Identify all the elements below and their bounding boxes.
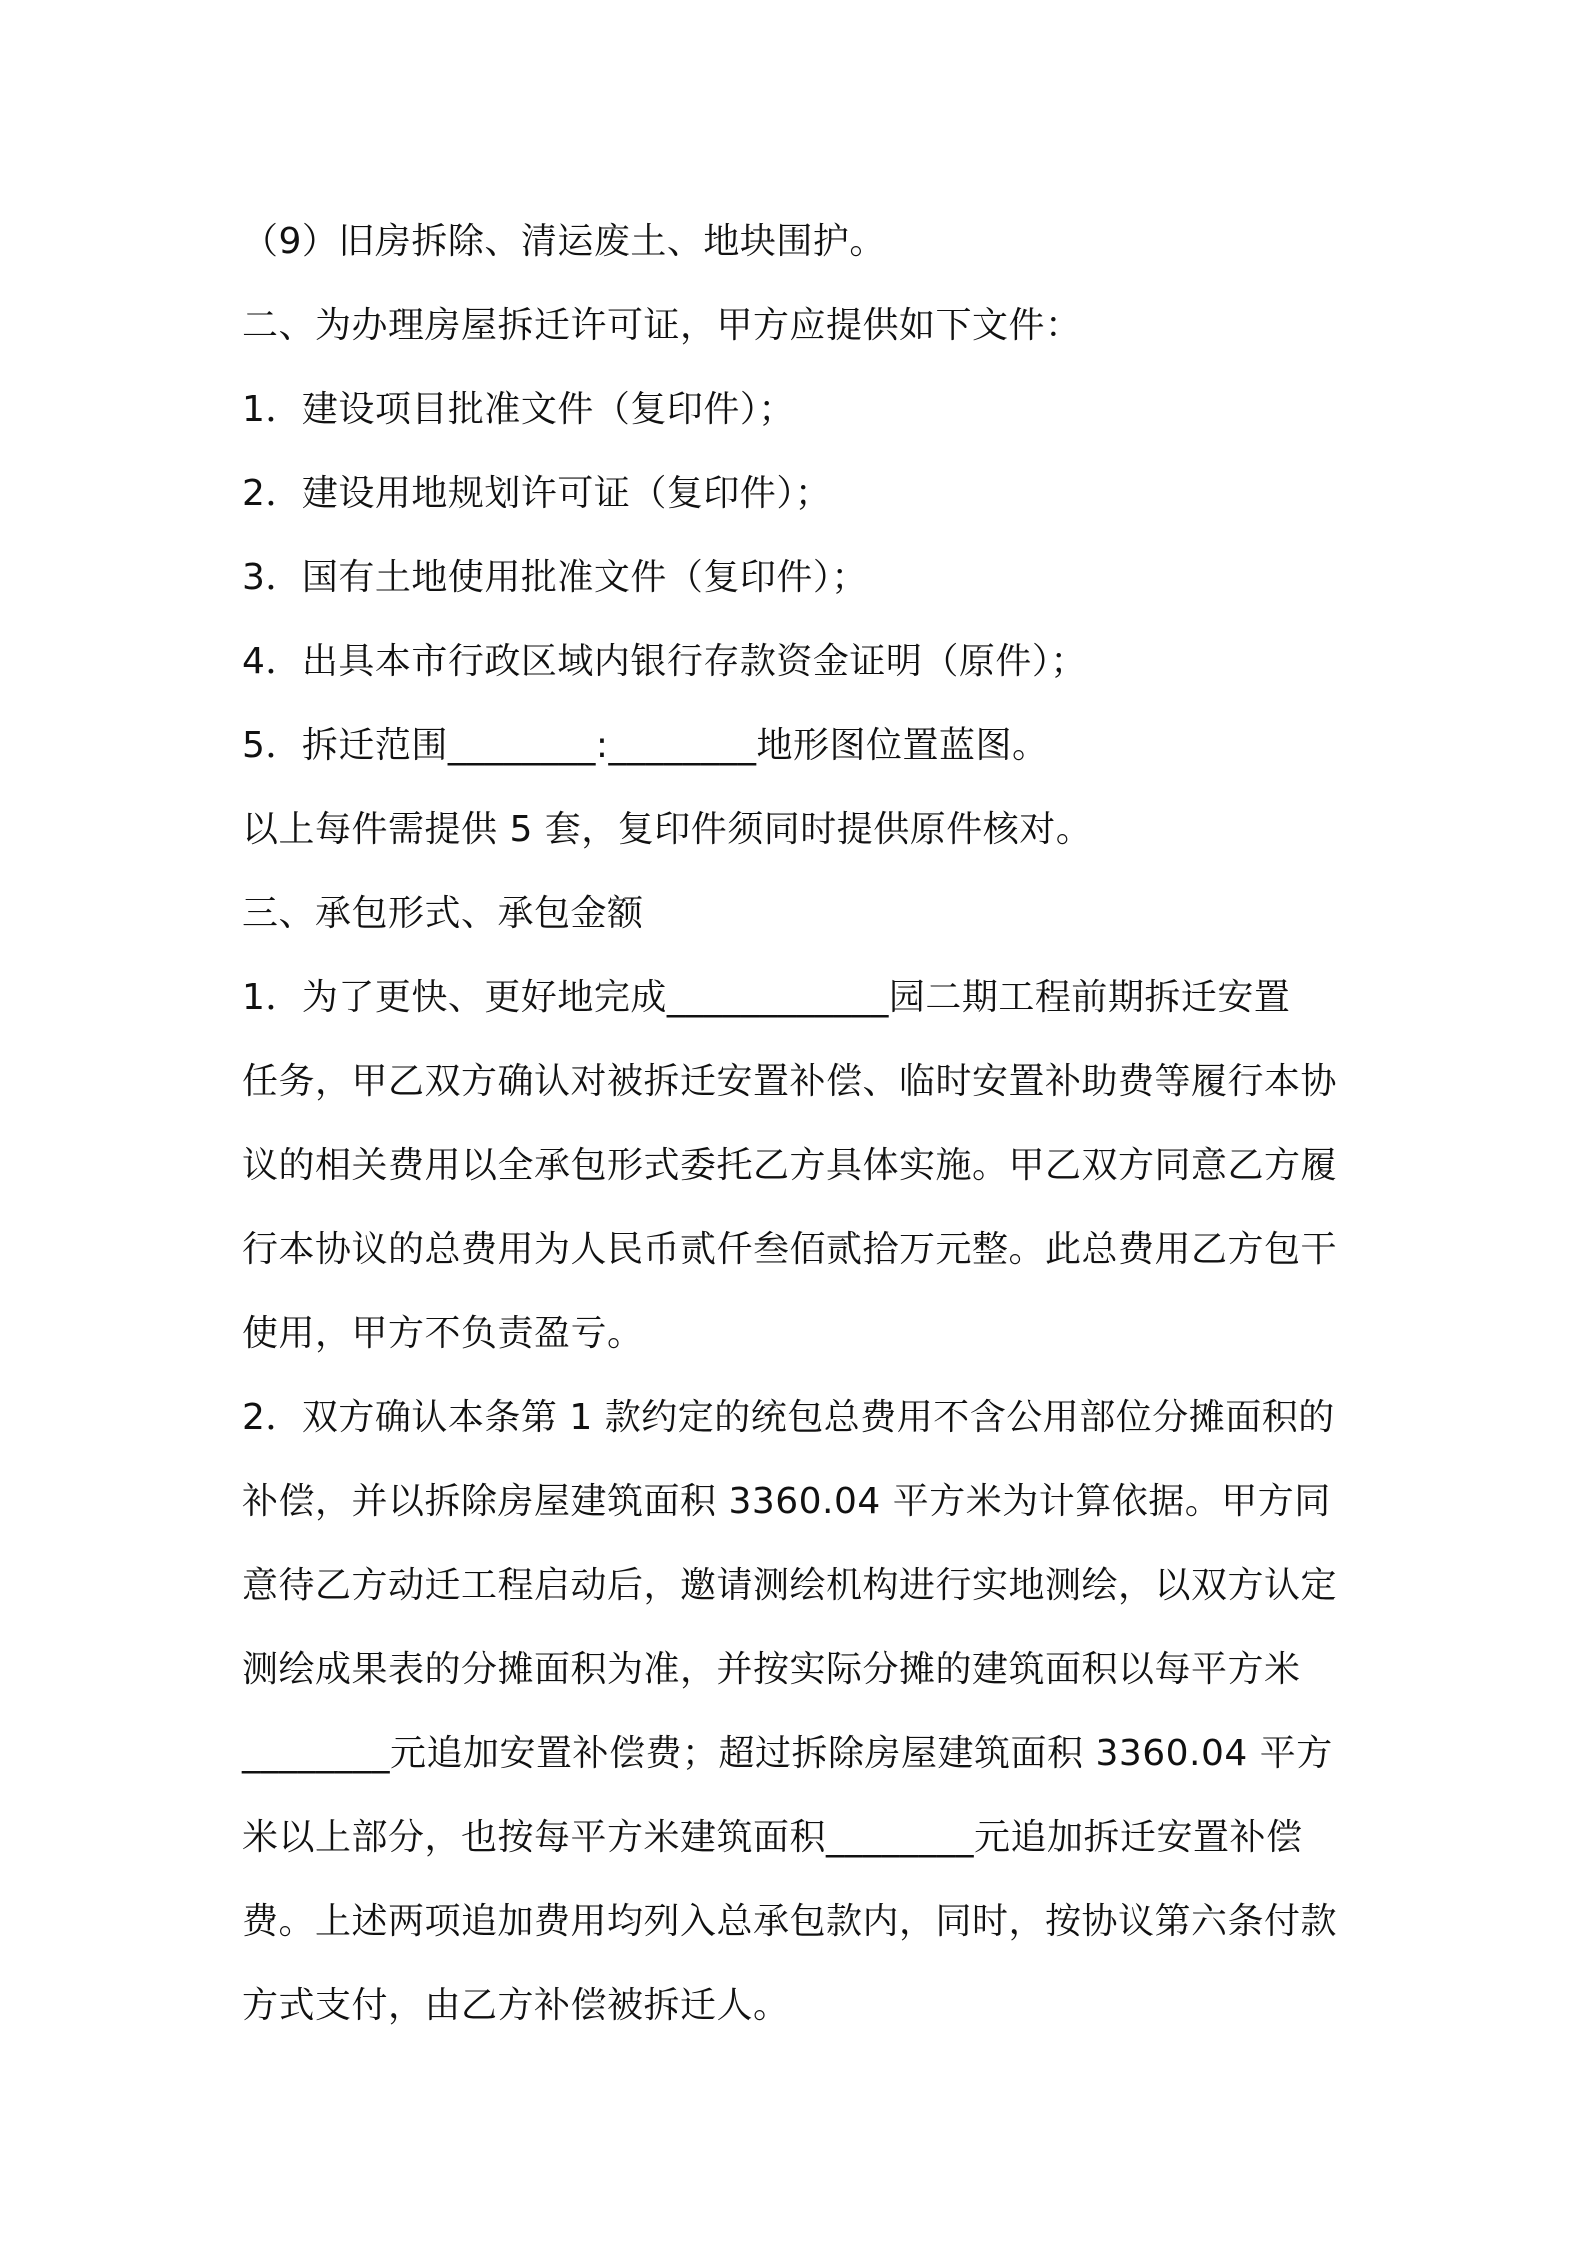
section-3-heading: 三、承包形式、承包金额 <box>242 893 644 934</box>
copies-note: 以上每件需提供 5 套，复印件须同时提供原件核对。 <box>242 809 1093 850</box>
document-item-1: 1．建设项目批准文件（复印件）； <box>242 389 795 430</box>
paragraph-line: 行本协议的总费用为人民币贰仟叁佰贰拾万元整。此总费用乙方包干 <box>242 1229 1338 1270</box>
paragraph-line: 费。上述两项追加费用均列入总承包款内，同时，按协议第六条付款 <box>242 1901 1338 1942</box>
paragraph-line: 使用，甲方不负责盈亏。 <box>242 1313 644 1354</box>
item-9-demolition: （9）旧房拆除、清运废土、地块围护。 <box>242 221 886 262</box>
document-body <box>242 200 1362 2048</box>
document-item-2: 2．建设用地规划许可证（复印件）； <box>242 473 832 514</box>
paragraph-line: 测绘成果表的分摊面积为准，并按实际分摊的建筑面积以每平方米 <box>242 1649 1301 1690</box>
paragraph-line: 意待乙方动迁工程启动后，邀请测绘机构进行实地测绘，以双方认定 <box>242 1565 1338 1606</box>
document-item-5: 5．拆迁范围________:________地形图位置蓝图。 <box>242 725 1049 766</box>
area-compensation-paragraph <box>242 1376 1362 2048</box>
paragraph-line: 2．双方确认本条第 1 款约定的统包总费用不含公用部位分摊面积的 <box>242 1397 1335 1438</box>
section-2-heading: 二、为办理房屋拆迁许可证，甲方应提供如下文件： <box>242 305 1082 346</box>
paragraph-line: 议的相关费用以全承包形式委托乙方具体实施。甲乙双方同意乙方履 <box>242 1145 1338 1186</box>
paragraph-line: 方式支付，由乙方补偿被拆迁人。 <box>242 1985 790 2026</box>
paragraph-line: 1．为了更快、更好地完成____________园二期工程前期拆迁安置 <box>242 977 1291 1018</box>
paragraph-line: ________元追加安置补偿费；超过拆除房屋建筑面积 3360.04 平方 <box>242 1733 1333 1774</box>
paragraph-line: 米以上部分，也按每平方米建筑面积________元追加拆迁安置补偿 <box>242 1817 1303 1858</box>
contract-amount-paragraph <box>242 956 1362 1376</box>
document-item-3: 3．国有土地使用批准文件（复印件）； <box>242 557 868 598</box>
paragraph-line: 补偿，并以拆除房屋建筑面积 3360.04 平方米为计算依据。甲方同 <box>242 1481 1331 1522</box>
document-item-4: 4．出具本市行政区域内银行存款资金证明（原件）； <box>242 641 1087 682</box>
paragraph-line: 任务，甲乙双方确认对被拆迁安置补偿、临时安置补助费等履行本协 <box>242 1061 1338 1102</box>
